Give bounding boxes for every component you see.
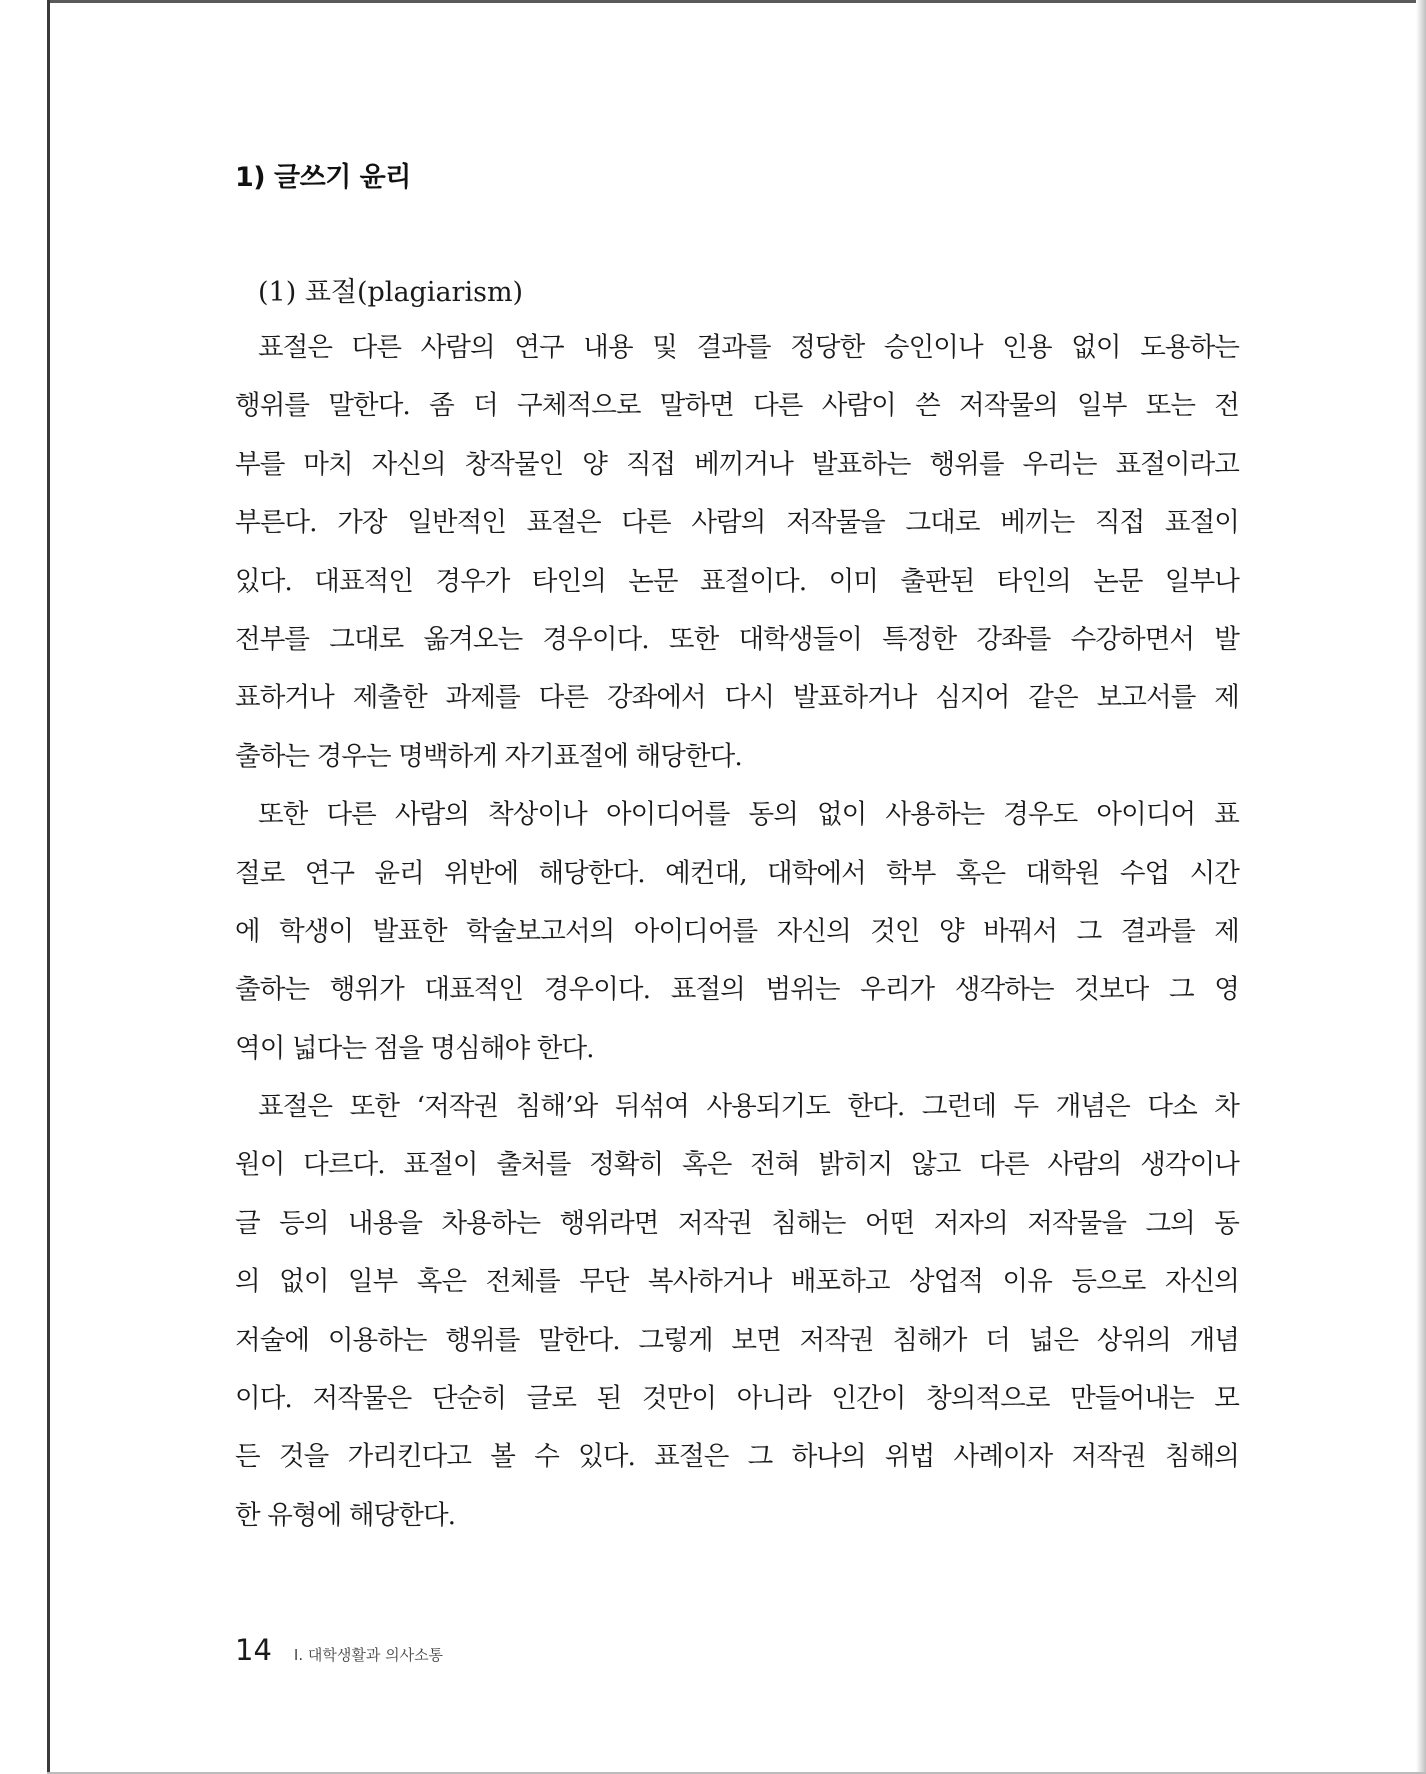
text-line: 또한 다른 사람의 착상이나 아이디어를 동의 없이 사용하는 경우도 아이디어 표 bbox=[258, 799, 1239, 831]
text-line: 원이 다르다. 표절이 출처를 정확히 혹은 전혀 밝히지 않고 다른 사람의 생각이나 bbox=[235, 1149, 1239, 1181]
text-line: 든 것을 가리킨다고 볼 수 있다. 표절은 그 하나의 위법 사례이자 저작권 침해의 bbox=[235, 1441, 1239, 1473]
text-line: 한 유형에 해당한다. bbox=[235, 1499, 456, 1531]
subsection-title: (1) 표절(plagiarism) bbox=[258, 277, 524, 308]
text-line: 전부를 그대로 옮겨오는 경우이다. 또한 대학생들이 특정한 강좌를 수강하면서 발 bbox=[235, 623, 1239, 655]
page-left-edge bbox=[47, 0, 50, 1774]
text-line: 부를 마치 자신의 창작물인 양 직접 베끼거나 발표하는 행위를 우리는 표절이라고 bbox=[235, 448, 1239, 480]
text-line: 표절은 다른 사람의 연구 내용 및 결과를 정당한 승인이나 인용 없이 도용하는 bbox=[258, 332, 1239, 363]
text-line: 저술에 이용하는 행위를 말한다. 그렇게 보면 저작권 침해가 더 넓은 상위의 개념 bbox=[235, 1324, 1239, 1356]
text-line: 표절은 또한 ‘저작권 침해’와 뒤섞여 사용되기도 한다. 그런데 두 개념은 다소 차 bbox=[258, 1091, 1239, 1123]
text-line: 에 학생이 발표한 학술보고서의 아이디어를 자신의 것인 양 바꿔서 그 결과를 제 bbox=[235, 915, 1239, 947]
text-line: 절로 연구 윤리 위반에 해당한다. 예컨대, 대학에서 학부 혹은 대학원 수업 시간 bbox=[235, 857, 1239, 889]
page-top-edge bbox=[47, 0, 1426, 3]
text-line: 이다. 저작물은 단순히 글로 된 것만이 아니라 인간이 창의적으로 만들어내는 모 bbox=[235, 1383, 1239, 1415]
text-line: 글 등의 내용을 차용하는 행위라면 저작권 침해는 어떤 저자의 저작물을 그의 동 bbox=[235, 1207, 1239, 1239]
page-footer bbox=[235, 1633, 443, 1667]
text-line: 부른다. 가장 일반적인 표절은 다른 사람의 저작물을 그대로 베끼는 직접 표절이 bbox=[235, 507, 1239, 539]
text-line: 의 없이 일부 혹은 전체를 무단 복사하거나 배포하고 상업적 이유 등으로 자신의 bbox=[235, 1266, 1239, 1298]
text-line: 출하는 경우는 명백하게 자기표절에 해당한다. bbox=[235, 740, 742, 772]
text-line: 있다. 대표적인 경우가 타인의 논문 표절이다. 이미 출판된 타인의 논문 일부나 bbox=[235, 565, 1239, 597]
text-line: 표하거나 제출한 과제를 다른 강좌에서 다시 발표하거나 심지어 같은 보고서를 제 bbox=[235, 682, 1239, 714]
page-right-shadow bbox=[1416, 0, 1426, 1774]
text-line: 역이 넓다는 점을 명심해야 한다. bbox=[235, 1032, 594, 1064]
body-text bbox=[235, 319, 1239, 1545]
text-line: 출하는 행위가 대표적인 경우이다. 표절의 범위는 우리가 생각하는 것보다 그 영 bbox=[235, 974, 1239, 1006]
running-header: I. 대학생활과 의사소통 bbox=[293, 1646, 444, 1664]
text-line: 행위를 말한다. 좀 더 구체적으로 말하면 다른 사람이 쓴 저작물의 일부 또는 전 bbox=[235, 390, 1239, 422]
page-number: 14 bbox=[235, 1633, 272, 1667]
section-title: 1) 글쓰기 윤리 bbox=[235, 162, 411, 193]
